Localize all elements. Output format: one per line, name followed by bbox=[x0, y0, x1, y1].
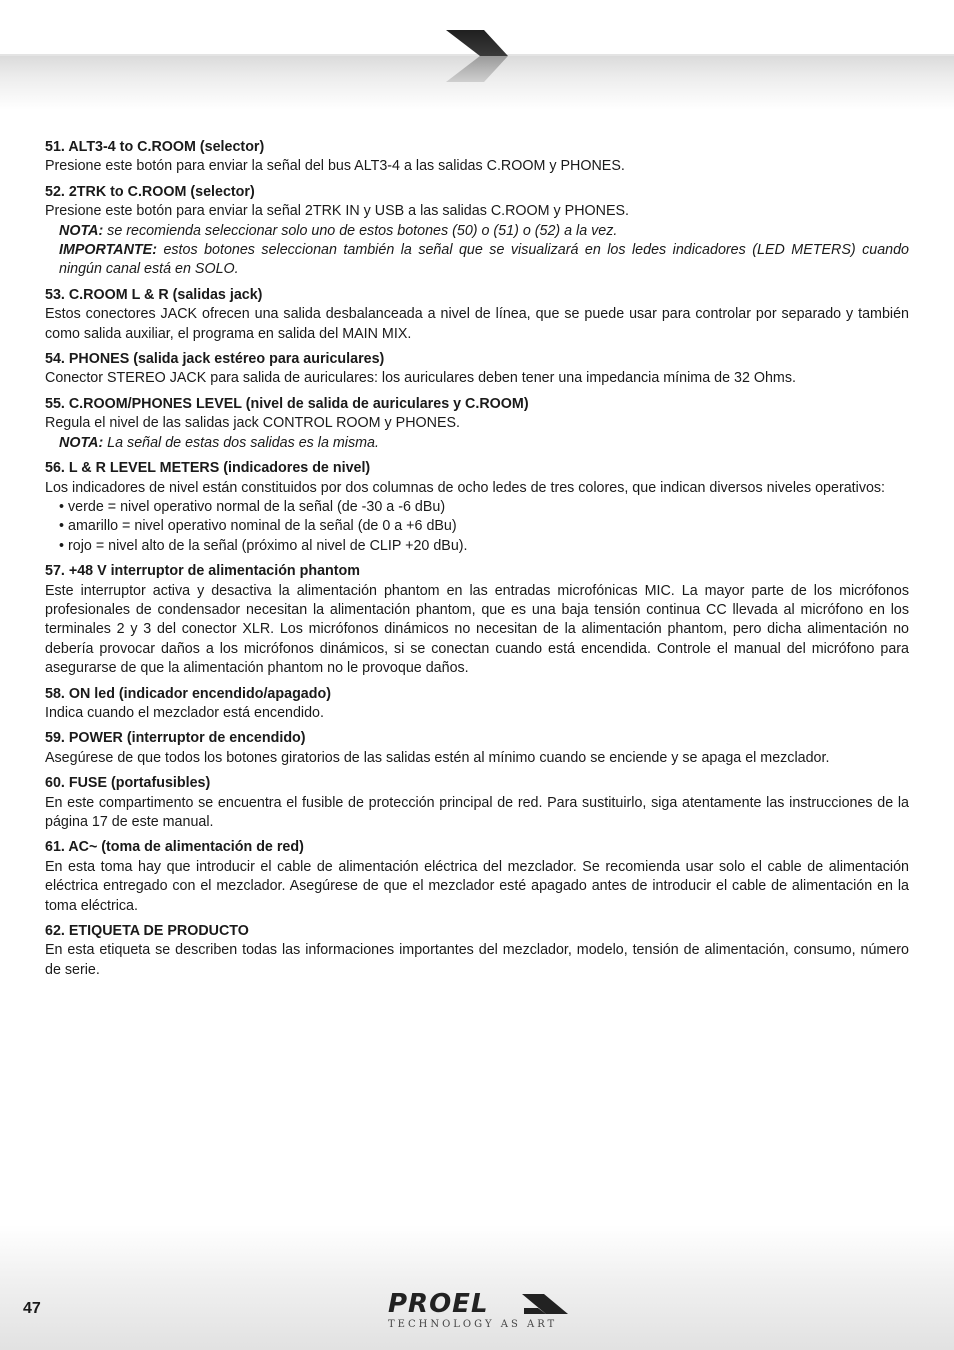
logo-tagline: TECHNOLOGY AS ART bbox=[388, 1319, 558, 1330]
chevron-right-icon bbox=[440, 28, 512, 84]
section-body: Presione este botón para enviar la señal 2TRK IN y USB a las salidas C.ROOM y PHONES. bbox=[45, 203, 630, 220]
note bbox=[45, 434, 909, 453]
list-item: • rojo = nivel alto de la señal (próximo al nivel de CLIP +20 dBu). bbox=[59, 537, 468, 554]
list-item: • verde = nivel operativo normal de la señal (de -30 a -6 dBu) bbox=[59, 498, 446, 515]
section-body: Presione este botón para enviar la señal del bus ALT3-4 a las salidas C.ROOM y PHONES. bbox=[45, 158, 625, 175]
section-body: Los indicadores de nivel están constituidos por dos columnas de ocho ledes de tres colores, que indican diversos niveles operativos: bbox=[45, 479, 886, 496]
section-54 bbox=[45, 350, 909, 389]
section-title: 51. ALT3-4 to C.ROOM (selector) bbox=[45, 139, 265, 155]
important-note bbox=[45, 241, 909, 280]
section-body: En esta etiqueta se describen todas las informaciones importantes del mezclador, modelo, tensión de alimentación, consumo, número de serie. bbox=[45, 942, 909, 978]
page-number: 47 bbox=[23, 1300, 41, 1317]
proel-logo-icon bbox=[384, 1288, 574, 1336]
section-title: 59. POWER (interruptor de encendido) bbox=[45, 730, 306, 747]
bullet-icon: • bbox=[59, 537, 65, 554]
section-title: 52. 2TRK to C.ROOM (selector) bbox=[45, 183, 255, 200]
section-title: 60. FUSE (portafusibles) bbox=[45, 775, 211, 792]
list-item: • amarillo = nivel operativo nominal de la señal (de 0 a +6 dBu) bbox=[59, 518, 457, 535]
note-text: se recomienda seleccionar solo uno de estos botones (50) o (51) o (52) a la vez. bbox=[103, 222, 618, 239]
section-title: 57. +48 V interruptor de alimentación phantom bbox=[45, 563, 360, 580]
section-58 bbox=[45, 685, 909, 724]
section-body: Indica cuando el mezclador está encendido. bbox=[45, 704, 324, 721]
section-body: Regula el nivel de las salidas jack CONTROL ROOM y PHONES. bbox=[45, 415, 461, 432]
logo-arrow-icon bbox=[522, 1294, 570, 1316]
section-body: En este compartimento se encuentra el fusible de protección principal de red. Para sustituirlo, siga atentamente las instrucciones de la página 17 de este manual. bbox=[45, 794, 909, 830]
section-title: 55. C.ROOM/PHONES LEVEL (nivel de salida de auriculares y C.ROOM) bbox=[45, 395, 529, 412]
section-body: En esta toma hay que introducir el cable de alimentación eléctrica del mezclador. Se recomienda usar solo el cable de alimentación eléctrica entregado con el mezclador. Asegúrese de que el mezclador esté apagado antes de introducir el cable de alimentación en la toma eléctrica. bbox=[45, 858, 909, 914]
document-body bbox=[45, 138, 909, 986]
section-53 bbox=[45, 286, 909, 344]
note-text: La señal de estas dos salidas es la misma. bbox=[103, 434, 379, 451]
section-body: Este interruptor activa y desactiva la alimentación phantom en las entradas microfónicas MIC. La mayor parte de los micrófonos profesionales de condensador necesitan la alimentación phantom, que es una baja tensión continua CC llevada al micrófono en los terminales 2 y 3 del conector XLR. Los micrófonos dinámicos no necesitan de la alimentación phantom, pero dicha alimentación no debería provocar daños a los micrófonos dinámicos, si se conectan cuando está encendida. Controle el manual del micrófono para asegurarse de que la alimentación phantom no le provoque daños. bbox=[45, 582, 909, 677]
section-title: 61. AC~ (toma de alimentación de red) bbox=[45, 839, 304, 856]
section-61 bbox=[45, 838, 909, 916]
note-text: estos botones seleccionan también la señal que se visualizará en los ledes indicadores (LED METERS) cuando ningún canal está en SOLO. bbox=[59, 242, 909, 278]
section-title: 56. L & R LEVEL METERS (indicadores de nivel) bbox=[45, 460, 371, 477]
section-57 bbox=[45, 562, 909, 678]
section-body: Estos conectores JACK ofrecen una salida desbalanceada a nivel de línea, que se puede usar para controlar por separado y también como salida auxiliar, el programa en salida del MAIN MIX. bbox=[45, 306, 909, 342]
section-60 bbox=[45, 774, 909, 832]
note-label: NOTA: bbox=[59, 434, 104, 451]
note-label: NOTA: bbox=[59, 222, 104, 239]
section-56 bbox=[45, 459, 909, 556]
section-51 bbox=[45, 138, 909, 177]
note bbox=[45, 222, 909, 241]
section-body: Asegúrese de que todos los botones giratorios de las salidas estén al mínimo cuando se enciende y se apaga el mezclador. bbox=[45, 749, 830, 766]
bullet-icon: • bbox=[59, 518, 65, 535]
section-55 bbox=[45, 395, 909, 453]
section-62 bbox=[45, 922, 909, 980]
section-title: 62. ETIQUETA DE PRODUCTO bbox=[45, 923, 249, 940]
section-52 bbox=[45, 183, 909, 280]
section-title: 54. PHONES (salida jack estéreo para auriculares) bbox=[45, 351, 385, 368]
section-59 bbox=[45, 729, 909, 768]
section-title: 53. C.ROOM L & R (salidas jack) bbox=[45, 286, 263, 303]
bullet-icon: • bbox=[59, 498, 65, 515]
note-label: IMPORTANTE: bbox=[59, 242, 157, 259]
section-body: Conector STEREO JACK para salida de auriculares: los auriculares deben tener una impedancia mínima de 32 Ohms. bbox=[45, 370, 796, 387]
logo-wordmark: PROEL bbox=[388, 1289, 489, 1319]
section-title: 58. ON led (indicador encendido/apagado) bbox=[45, 685, 331, 702]
